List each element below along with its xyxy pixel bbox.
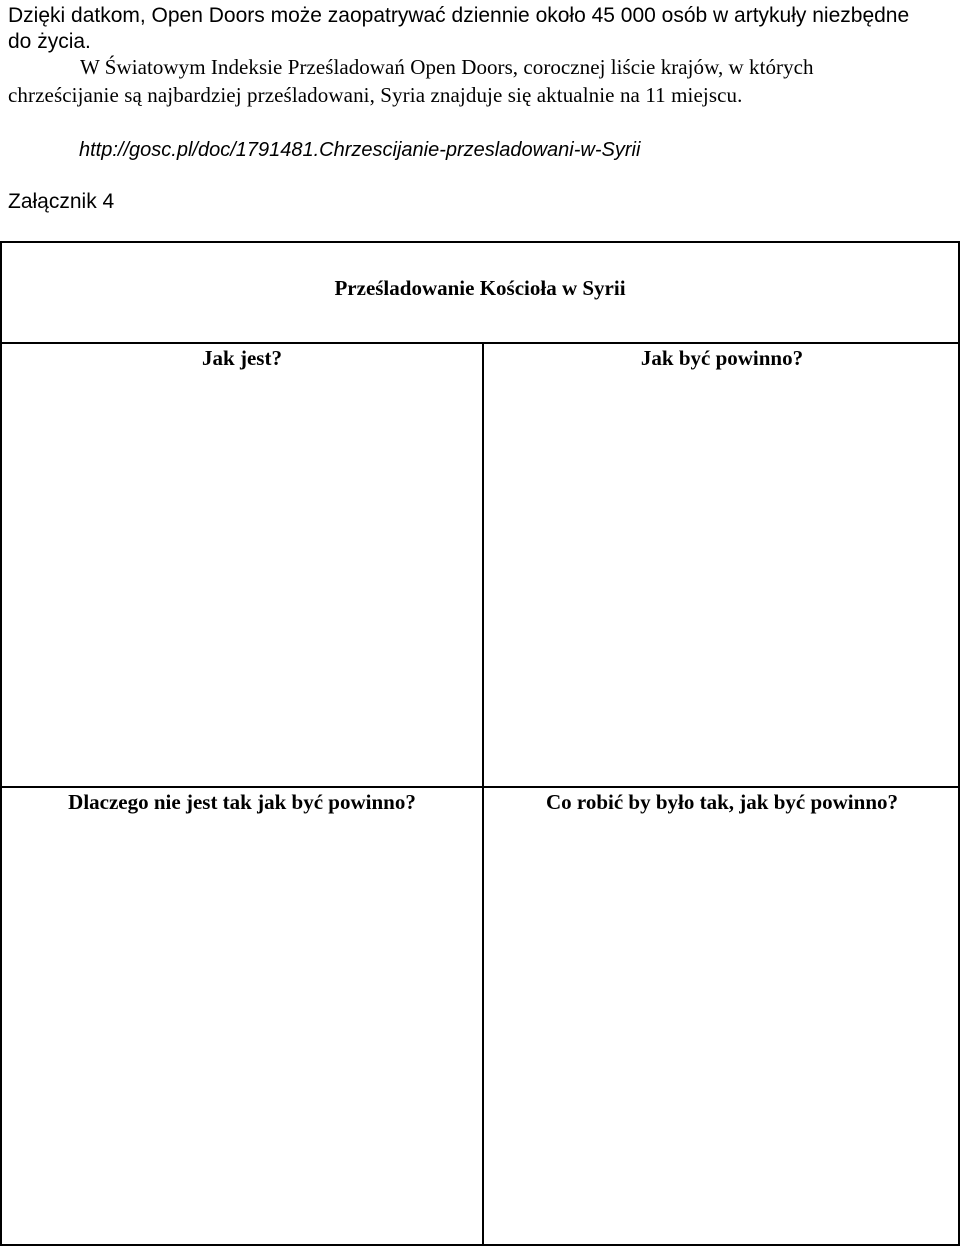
intro-text-line-2: do życia. xyxy=(8,30,91,53)
table-divider-top xyxy=(2,342,958,344)
worksheet-title: Prześladowanie Kościoła w Syrii xyxy=(334,276,626,300)
worksheet-table xyxy=(0,241,960,1246)
source-link[interactable]: http://gosc.pl/doc/1791481.Chrzescijanie-przesladowani-w-Syrii xyxy=(79,139,641,161)
intro-text-line-1: Dzięki datkom, Open Doors może zaopatrywać dziennie około 45 000 osób w artykuły niezbędne xyxy=(8,4,910,27)
attachment-label: Załącznik 4 xyxy=(8,190,115,213)
question-what-to-do: Co robić by było tak, jak być powinno? xyxy=(545,790,899,814)
table-divider-middle xyxy=(2,786,958,788)
intro-text-line-4: chrześcijanie są najbardziej prześladowani, Syria znajduje się aktualnie na 11 miejscu. xyxy=(8,83,743,107)
intro-text-line-3: W Światowym Indeksie Prześladowań Open Doors, corocznej liście krajów, w których xyxy=(80,55,814,79)
question-why-not: Dlaczego nie jest tak jak być powinno? xyxy=(68,790,416,814)
question-how-it-is: Jak jest? xyxy=(202,346,282,370)
question-how-it-should-be: Jak być powinno? xyxy=(640,346,804,370)
